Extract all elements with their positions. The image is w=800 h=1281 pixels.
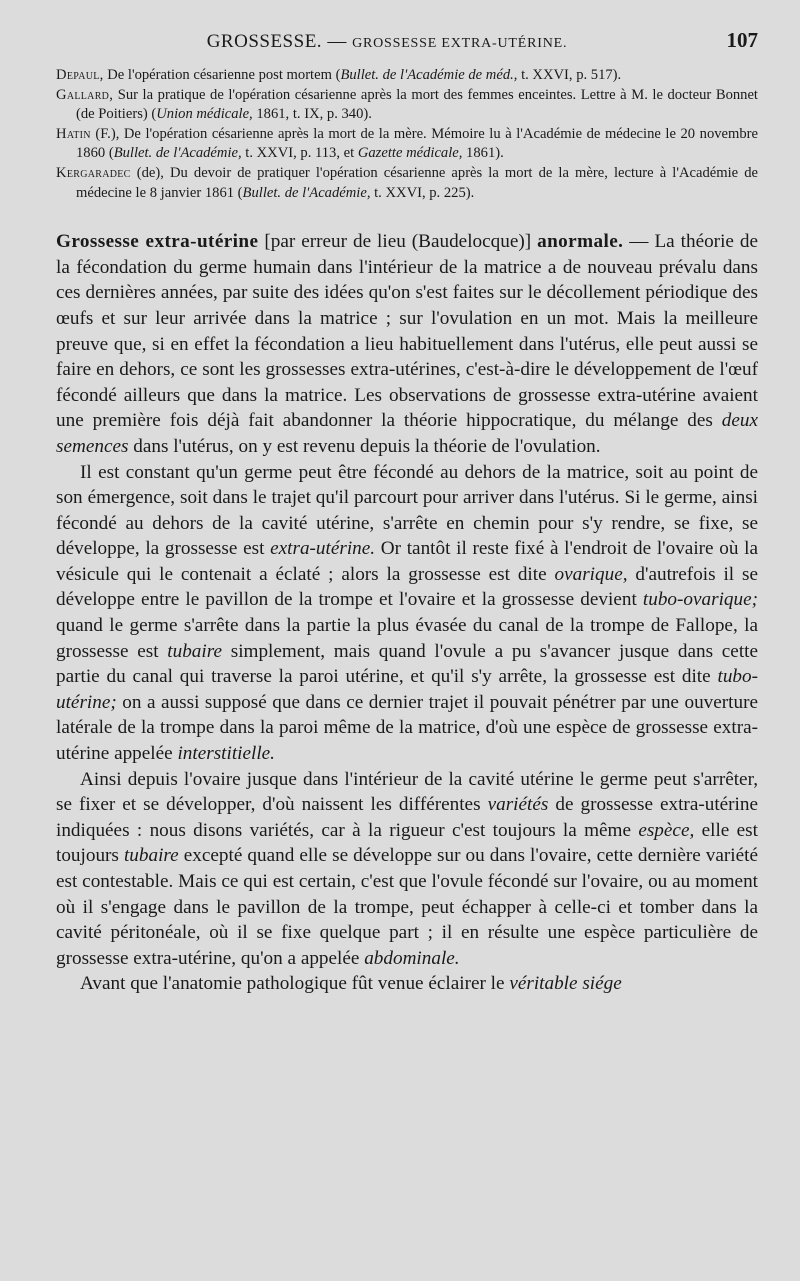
running-head-title: GROSSESSE.: [206, 31, 323, 52]
entry-headword-qualifier: anormale.: [537, 231, 624, 253]
reference-author: Gallard,: [56, 86, 114, 103]
reference-item: Gallard, Sur la pratique de l'opération césarienne après la mort des femmes enceintes. Lettre à M. le docteur Bonnet (de Poitiers) (Union médicale, 1861, t. IX, p. 340).: [56, 86, 758, 123]
reference-author: Depaul,: [56, 67, 104, 83]
running-head-dash: —: [327, 31, 347, 52]
reference-item: Hatin (F.), De l'opération césarienne après la mort de la mère. Mémoire lu à l'Académie de médecine le 20 novembre 1860 (Bullet. de l'Académie, t. XXVI, p. 113, et Gazette médicale, 1861).: [56, 125, 758, 162]
reference-item: Kergaradec (de), Du devoir de pratiquer l'opération césarienne après la mort de la mère, lecture à l'Académie de médecine le 8 janvier 1861 (Bullet. de l'Académie, t. XXVI, p. 225).: [56, 164, 758, 201]
reference-author: Kergaradec: [56, 164, 131, 181]
paragraph: Grossesse extra-utérine [par erreur de lieu (Baudelocque)] anormale. — La théorie de la fécondation du germe humain dans l'intérieur de la matrice a de nouveau prévalu dans ces dernières années, par suite des idées qu'on s'est faites sur le décollement périodique des œufs et sur leur arrivée dans la matrice ; sur l'ovulation en un mot. Mais la meilleure preuve que, si en effet la fécondation a lieu habituellement dans l'utérus, elle peut aussi se faire en dehors, ce sont les grossesses extra-utérines, c'est-à-dire le développement de l'œuf fécondé ailleurs que dans la matrice. Les observations de grossesse extra-utérine avaient une première fois déjà fait abandonner la théorie hippocratique, du mélange des deux semences dans l'utérus, on y est revenu depuis la théorie de l'ovulation.: [56, 231, 758, 457]
paragraph: Avant que l'anatomie pathologique fût venue éclairer le véritable siége: [80, 973, 622, 995]
running-head-subtitle: GROSSESSE EXTRA-UTÉRINE.: [352, 36, 568, 51]
reference-author: Hatin: [56, 125, 91, 142]
paragraph: Il est constant qu'un germe peut être fécondé au dehors de la matrice, soit au point de son émergence, soit dans le trajet qu'il parcourt pour arriver dans l'utérus. Si le germe, ainsi fécondé au dehors de la cavité utérine, s'arrête en chemin pour s'y rendre, se fixe, se développe, la grossesse est extra-utérine. Or tantôt il reste fixé à l'endroit de l'ovaire où la vésicule qui le contenait a éclaté ; alors la grossesse est dite ovarique, d'autrefois il se développe entre le pavillon de la trompe et l'ovaire et la grossesse devient tubo-ovarique; quand le germe s'arrête dans la partie la plus évasée du canal de la trompe de Fallope, la grossesse est tubaire simplement, mais quand l'ovule a pu s'avancer jusque dans cette partie du canal qui traverse la paroi utérine, et qu'il s'y arrête, la grossesse est dite tubo-utérine; on a aussi supposé que dans ce dernier trajet il pouvait pénétrer par une ouverture latérale de la trompe dans la paroi même de la matrice, d'où une espèce de grossesse extra-utérine appelée interstitielle.: [56, 461, 759, 765]
running-head: [56, 31, 718, 53]
page-header: [56, 28, 758, 62]
article-body: [56, 229, 758, 997]
bibliography: [56, 66, 758, 203]
page-number: 107: [726, 28, 758, 52]
entry-headword: Grossesse extra-utérine: [56, 231, 259, 253]
reference-item: Depaul, De l'opération césarienne post mortem (Bullet. de l'Académie de méd., t. XXVI, p. 517).: [56, 67, 622, 83]
paragraph: Ainsi depuis l'ovaire jusque dans l'intérieur de la cavité utérine le germe peut s'arrêter, se fixer et se développer, d'où naissent les différentes variétés de grossesse extra-utérine indiquées : nous disons variétés, car à la rigueur c'est toujours la même espèce, elle est toujours tubaire excepté quand elle se développe sur ou dans l'ovaire, cette dernière variété est contestable. Mais ce qui est certain, c'est que l'ovule fécondé sur l'ovaire, ou au moment où il s'engage dans le pavillon de la trompe, peut échapper à celle-ci et tomber dans la cavité péritonéale, où il se fixe quelque part ; il en résulte une espèce particulière de grossesse extra-utérine, qu'on a appelée abdominale.: [56, 768, 758, 969]
